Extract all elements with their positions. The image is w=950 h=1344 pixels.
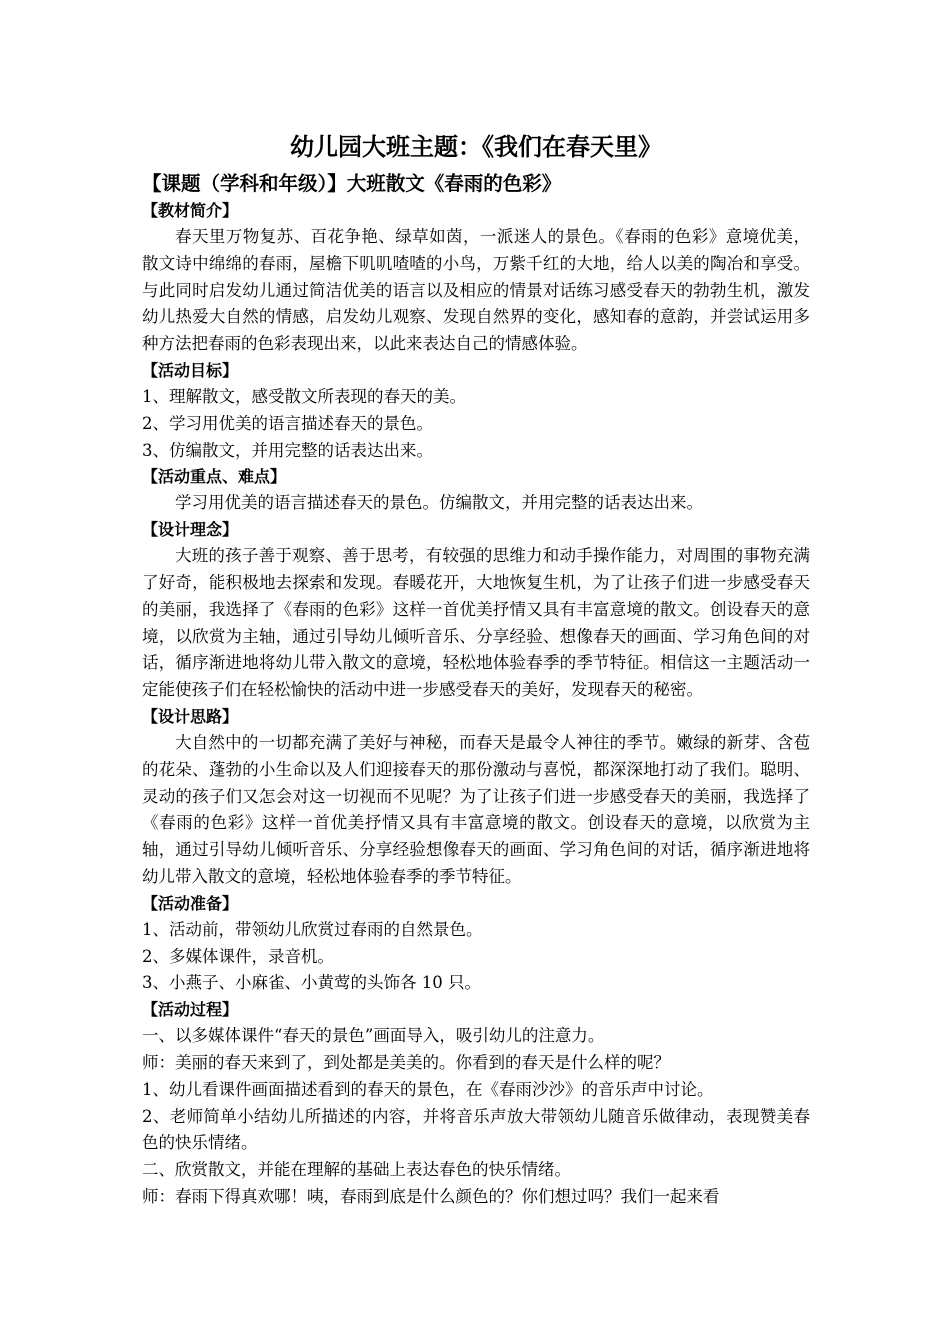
goal-item: 3、仿编散文，并用完整的话表达出来。 xyxy=(142,440,433,460)
process-line: 师：美丽的春天来到了，到处都是美美的。你看到的春天是什么样的呢？ xyxy=(142,1052,670,1072)
goal-item: 2、学习用优美的语言描述春天的景色。 xyxy=(142,413,433,433)
goals-heading: 【活动目标】 xyxy=(142,360,239,380)
process-line: 一、以多媒体课件“春天的景色”画面导入，吸引幼儿的注意力。 xyxy=(142,1026,605,1046)
prep-item: 1、活动前，带领幼儿欣赏过春雨的自然景色。 xyxy=(142,919,483,939)
document-page xyxy=(142,130,810,1211)
idea-heading: 【设计思路】 xyxy=(142,706,239,726)
concept-heading: 【设计理念】 xyxy=(142,520,239,540)
document-title: 幼儿园大班主题：《我们在春天里》 xyxy=(290,133,662,161)
lesson-topic: 【课题（学科和年级）】大班散文《春雨的色彩》 xyxy=(142,172,562,195)
prep-item: 2、多媒体课件，录音机。 xyxy=(142,946,334,966)
goal-item: 1、理解散文，感受散文所表现的春天的美。 xyxy=(142,386,466,406)
process-line: 师：春雨下得真欢哪！咦，春雨到底是什么颜色的？你们想过吗？我们一起来看 xyxy=(142,1186,720,1206)
intro-text: 春天里万物复苏、百花争艳、绿草如茵，一派迷人的景色。《春雨的色彩》意境优美，散文诗中绵绵的春雨，屋檐下叽叽喳喳的小鸟，万紫千红的大地，给人以美的陶冶和享受。与此同时启发幼儿通过简洁优美的语言以及相应的情景对话练习感受春天的勃勃生机，激发幼儿热爱大自然的情感，启发幼儿观察、发现自然界的变化，感知春的意韵，并尝试运用多种方法把春雨的色彩表现出来，以此来表达自己的情感体验。 xyxy=(142,227,810,354)
process-paragraph: 2、老师简单小结幼儿所描述的内容，并将音乐声放大带领幼儿随音乐做律动，表现赞美春色的快乐情绪。 xyxy=(142,1106,810,1153)
process-line: 二、欣赏散文，并能在理解的基础上表达春色的快乐情绪。 xyxy=(142,1160,571,1180)
key-text: 学习用优美的语言描述春天的景色。仿编散文，并用完整的话表达出来。 xyxy=(175,493,703,513)
prep-heading: 【活动准备】 xyxy=(142,893,239,913)
intro-heading: 【教材简介】 xyxy=(142,201,239,220)
concept-text: 大班的孩子善于观察、善于思考，有较强的思维力和动手操作能力，对周围的事物充满了好奇，能积极地去探索和发现。春暖花开，大地恢复生机，为了让孩子们进一步感受春天的美丽，我选择了《春雨的色彩》这样一首优美抒情又具有丰富意境的散文。创设春天的意境，以欣赏为主轴，通过引导幼儿倾听音乐、分享经验、想像春天的画面、学习角色间的对话，循序渐进地将幼儿带入散文的意境，轻松地体验春季的季节特征。相信这一主题活动一定能使孩子们在轻松愉快的活动中进一步感受春天的美好，发现春天的秘密。 xyxy=(142,546,810,700)
key-heading: 【活动重点、难点】 xyxy=(142,467,287,487)
idea-text: 大自然中的一切都充满了美好与神秘，而春天是最令人神往的季节。嫩绿的新芽、含苞的花朵、蓬勃的小生命以及人们迎接春天的那份激动与喜悦，都深深地打动了我们。聪明、灵动的孩子们又怎会对这一切视而不见呢？为了让孩子们进一步感受春天的美丽，我选择了《春雨的色彩》这样一首优美抒情又具有丰富意境的散文。创设春天的意境，以欣赏为主轴，通过引导幼儿倾听音乐、分享经验想像春天的画面、学习角色间的对话，循序渐进地将幼儿带入散文的意境，轻松地体验春季的季节特征。 xyxy=(142,732,810,886)
process-line: 1、幼儿看课件画面描述看到的春天的景色，在《春雨沙沙》的音乐声中讨论。 xyxy=(142,1079,714,1099)
process-heading: 【活动过程】 xyxy=(142,1000,239,1020)
prep-item: 3、小燕子、小麻雀、小黄莺的头饰各 10 只。 xyxy=(142,973,481,993)
